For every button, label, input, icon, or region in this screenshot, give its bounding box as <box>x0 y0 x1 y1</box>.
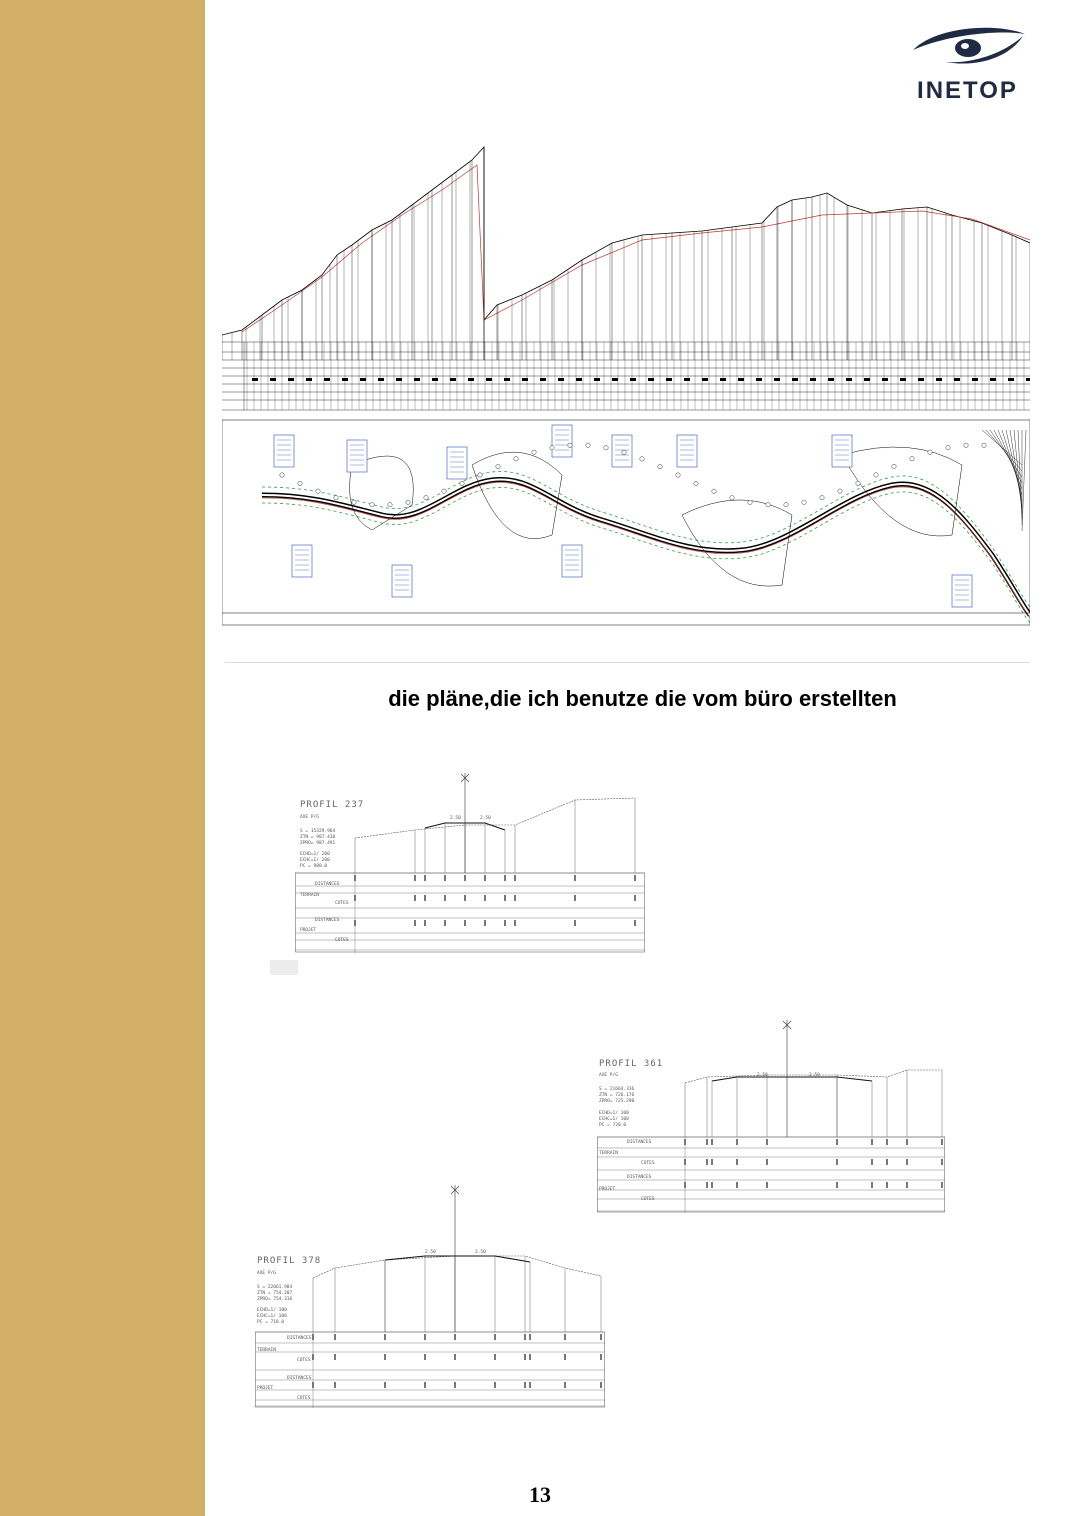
profile-line: ECHD=1/ 100 <box>599 1111 629 1116</box>
row-label: COTES <box>335 938 349 943</box>
cross-section-profile-378 <box>255 1180 605 1408</box>
profile-line: PC = 718.0 <box>257 1320 285 1325</box>
profile-line: ECHC=1/ 100 <box>599 1117 629 1122</box>
caption-text: die pläne,die ich benutze die vom büro erstellten <box>388 686 897 711</box>
logo-eye-icon <box>905 22 1030 77</box>
profile-line: S = 22061.984 <box>257 1285 293 1290</box>
row-label: COTES <box>641 1161 655 1166</box>
profile-line: S = 15329.964 <box>300 829 336 834</box>
profile-line: PC = 720.0 <box>599 1123 627 1128</box>
profile-line: ECHD=1/ 100 <box>257 1308 287 1313</box>
row-label: DISTANCES <box>315 918 340 923</box>
row-label: DISTANCES <box>287 1376 312 1381</box>
logo-text: INETOP <box>917 77 1018 104</box>
section-divider <box>225 662 1030 663</box>
dim-label: 2.50 <box>757 1073 768 1078</box>
profile-table <box>222 342 1030 410</box>
row-label: PROJET <box>599 1187 616 1192</box>
profile-line: ZTN = 754.207 <box>257 1291 293 1296</box>
profile-line: ECHC=1/ 100 <box>257 1314 287 1319</box>
profile-axe: AXE P/G <box>257 1271 276 1276</box>
row-label: DISTANCES <box>627 1175 652 1180</box>
row-label: DISTANCES <box>627 1140 652 1145</box>
profile-axe: AXE P/G <box>300 815 319 820</box>
profile-title: PROFIL 237 <box>300 800 365 810</box>
plan-view <box>222 420 1030 625</box>
row-label: TERRAIN <box>300 893 319 898</box>
profile-drawing <box>255 1180 605 1408</box>
longitudinal-profile <box>222 147 1030 360</box>
row-label: COTES <box>297 1396 311 1401</box>
profile-drawing <box>295 768 645 953</box>
row-label: DISTANCES <box>287 1336 312 1341</box>
profile-title: PROFIL 378 <box>257 1256 322 1266</box>
profile-line: ZPRO= 725.290 <box>599 1099 635 1104</box>
cross-section-profile-237 <box>295 768 645 953</box>
dim-label: 2.50 <box>475 1250 486 1255</box>
grey-placeholder-box <box>270 960 298 975</box>
profile-axe: AXE P/G <box>599 1073 618 1078</box>
row-label: PROJET <box>300 928 317 933</box>
inetop-logo <box>905 22 1030 107</box>
dim-label: 2.50 <box>425 1250 436 1255</box>
profile-title: PROFIL 361 <box>599 1059 664 1069</box>
row-label: COTES <box>297 1358 311 1363</box>
road-plan-drawing <box>222 135 1030 630</box>
profile-line: PC = 980.0 <box>300 864 328 869</box>
row-label: TERRAIN <box>599 1151 618 1156</box>
row-label: TERRAIN <box>257 1348 276 1353</box>
profile-line: ZPRO= 754.316 <box>257 1297 293 1302</box>
profile-line: ZTN = 726.176 <box>599 1093 635 1098</box>
profile-line: ZPRO= 987.491 <box>300 841 336 846</box>
profile-drawing <box>597 1015 945 1213</box>
profile-line: ZTN = 987.438 <box>300 835 336 840</box>
dim-label: 2.50 <box>809 1073 820 1078</box>
profile-line: S = 21664.316 <box>599 1087 635 1092</box>
dim-label: 2.50 <box>450 816 461 821</box>
row-label: COTES <box>335 901 349 906</box>
row-label: PROJET <box>257 1386 274 1391</box>
page-number: 13 <box>529 1482 551 1507</box>
row-label: COTES <box>641 1197 655 1202</box>
row-label: DISTANCES <box>315 882 340 887</box>
cross-section-profile-361 <box>597 1015 945 1213</box>
dim-label: 2.50 <box>480 816 491 821</box>
profile-line: ECHD=1/ 200 <box>300 852 330 857</box>
profile-line: ECHC=1/ 200 <box>300 858 330 863</box>
gold-sidebar <box>0 0 205 1516</box>
